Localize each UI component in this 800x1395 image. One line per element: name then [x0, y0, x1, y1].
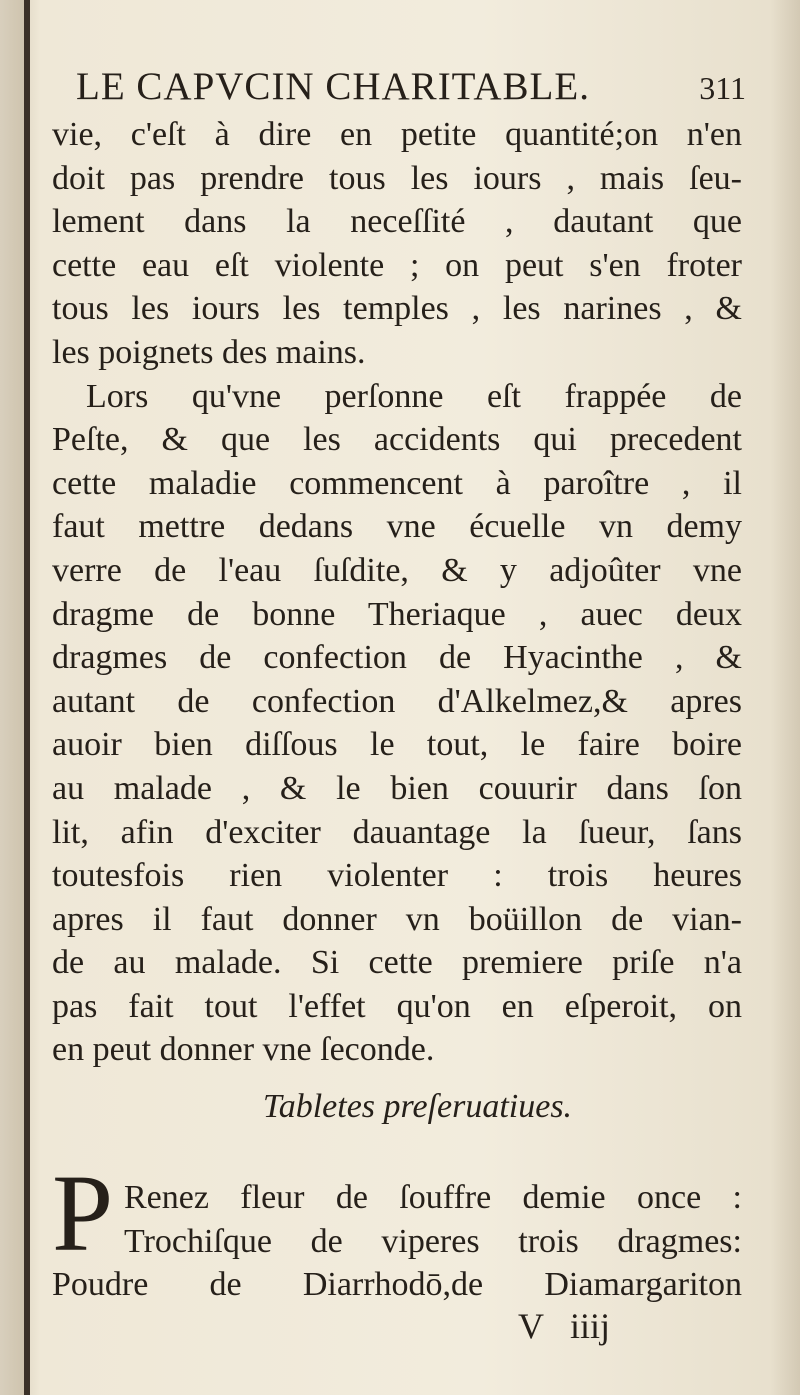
binding-edge [0, 0, 24, 1395]
text-line: lit, afin d'exciter dauantage la ſueur, ſans [52, 813, 742, 851]
text-line: autant de confection d'Alkelmez,& apres [52, 682, 742, 720]
text-line: auoir bien diſſous le tout, le faire boire [52, 726, 742, 764]
running-title: LE CAPVCIN CHARITABLE. [76, 65, 590, 108]
page-number: 311 [699, 70, 746, 106]
drop-cap: P [52, 1152, 114, 1274]
recipe-text [52, 1176, 742, 1307]
text-line: cette eau eſt violente ; on peut s'en froter [52, 246, 742, 284]
section-title: Tabletes preſeruatiues. [262, 1088, 573, 1125]
text-line: verre de l'eau ſuſdite, & y adjoûter vne [52, 551, 742, 589]
text-line: de au malade. Si cette premiere priſe n'a [52, 944, 742, 982]
paragraph-start-line: Lors qu'vne perſonne eſt frappée de [86, 377, 742, 415]
text-line: dragme de bonne Theriaque , auec deux [52, 595, 742, 633]
text-line: dragmes de confection de Hyacinthe , & [52, 639, 742, 677]
text-line: faut mettre dedans vne écuelle vn demy [52, 508, 742, 546]
running-header [76, 64, 746, 114]
text-line: apres il faut donner vn boüillon de vian- [52, 900, 742, 938]
text-line: cette maladie commencent à paroître , il [52, 464, 742, 502]
signature-numeral: iiij [570, 1306, 611, 1346]
text-line: doit pas prendre tous les iours , mais ſeu- [52, 159, 742, 197]
body-text [52, 113, 742, 1072]
text-line: tous les iours les temples , les narines , & [52, 290, 742, 328]
text-line: vie, c'eſt à dire en petite quantité;on n'en [52, 116, 742, 153]
recipe-line: Poudre de Diarrhodō,de Diamargariton [52, 1266, 742, 1304]
recipe-line: Trochiſque de viperes trois dragmes: [124, 1222, 742, 1260]
text-line: au malade , & le bien couurir dans ſon [52, 769, 742, 807]
page-edge-shadow [770, 0, 800, 1395]
text-line: Peſte, & que les accidents qui precedent [52, 421, 742, 459]
signature-mark [518, 1305, 610, 1347]
text-line: toutesfois rien violenter : trois heures [52, 857, 742, 895]
recipe-line: Renez fleur de ſouffre demie once : [124, 1179, 742, 1216]
signature-letter: V [518, 1306, 544, 1346]
text-line: en peut donner vne ſeconde. [52, 1031, 435, 1069]
gutter-shadow [24, 0, 30, 1395]
text-line: lement dans la neceſſité , dautant que [52, 203, 742, 241]
text-line: pas fait tout l'effet qu'on en eſperoit, on [52, 987, 742, 1025]
text-line: les poignets des mains. [52, 333, 366, 371]
